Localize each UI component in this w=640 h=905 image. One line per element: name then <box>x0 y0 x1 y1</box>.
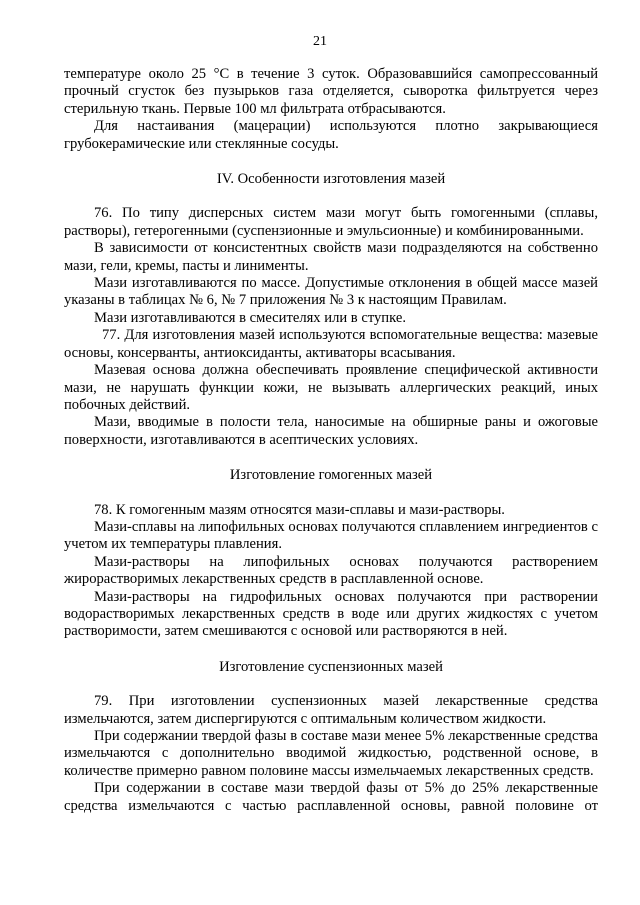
paragraph: Мази-растворы на гидрофильных основах получаются при растворении водорастворимых лекарственных средств в воде или других жидкостях с учетом растворимости, затем смешиваются с основой или растворяются в ней. <box>64 588 598 640</box>
paragraph: При содержании твердой фазы в составе мази менее 5% лекарственные средства измельчаются с дополнительно вводимой жидкостью, родственной основе, в количестве примерно равном половине массы измельчаемых лекарственных средств. <box>64 728 598 779</box>
paragraph-77: 77. Для изготовления мазей используются вспомогательные вещества: мазевые основы, консерванты, антиоксиданты, активаторы всасывания. <box>64 327 598 361</box>
paragraph: температуре около 25 °С в течение 3 суток. Образовавшийся самопрессованный прочный сгусток без пузырьков газа отделяется, сыворотка фильтруется через стерильную ткань. Первые 100 мл фильтрата отбрасываются. <box>64 66 598 117</box>
paragraph: Мази, вводимые в полости тела, наносимые на обширные раны и ожоговые поверхности, изготавливаются в асептических условиях. <box>64 414 598 448</box>
paragraph: Мази-растворы на липофильных основах получаются растворением жирорастворимых лекарственных средств в расплавленной основе. <box>64 553 598 588</box>
paragraph: Мази изготавливаются по массе. Допустимые отклонения в общей массе мазей указаны в таблицах № 6, № 7 приложения № 3 к настоящим Правилам. <box>64 275 598 309</box>
paragraph-76: 76. По типу дисперсных систем мази могут быть гомогенными (сплавы, растворы), гетерогенными (суспензионные и эмульсионные) и комбинированными. <box>64 205 598 239</box>
paragraph: В зависимости от консистентных свойств мази подразделяются на собственно мази, гели, кремы, пасты и линименты. <box>64 240 598 274</box>
paragraph: Мази-сплавы на липофильных основах получаются сплавлением ингредиентов с учетом их температуры плавления. <box>64 518 598 553</box>
paragraph: Для настаивания (мацерации) используются плотно закрывающиеся грубокерамические или стеклянные сосуды. <box>64 118 598 152</box>
subsection-heading: Изготовление суспензионных мазей <box>219 658 443 675</box>
document-body <box>64 66 598 815</box>
paragraph: При содержании в составе мази твердой фазы от 5% до 25% лекарственные средства измельчаются с частью расплавленной основы, равной половине от <box>64 780 598 814</box>
subsection-heading: Изготовление гомогенных мазей <box>229 467 433 484</box>
section-heading: IV. Особенности изготовления мазей <box>216 171 446 188</box>
paragraph-79: 79. При изготовлении суспензионных мазей лекарственные средства измельчаются, затем диспергируются с оптимальным количеством жидкости. <box>64 693 598 727</box>
paragraph-78: 78. К гомогенным мазям относятся мази-сплавы и мази-растворы. <box>94 501 505 518</box>
paragraph: Мази изготавливаются в смесителях или в ступке. <box>94 309 406 326</box>
page-number: 21 <box>313 34 327 49</box>
paragraph: Мазевая основа должна обеспечивать проявление специфической активности мази, не нарушать функции кожи, не вызывать аллергических реакций, иных побочных действий. <box>64 362 598 413</box>
